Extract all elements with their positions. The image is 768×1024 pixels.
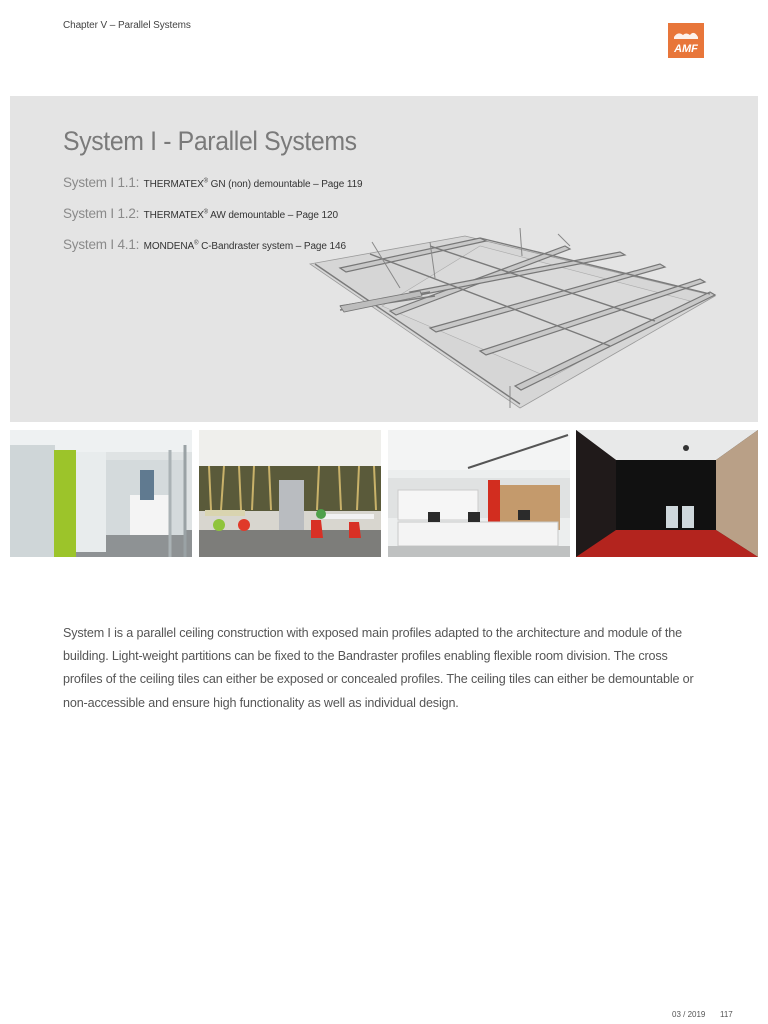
page-number: 117 <box>720 1010 733 1019</box>
body-paragraph: System I is a parallel ceiling construction with exposed main profiles adapted to the architecture and module of the building. Light-weight partitions can be fixed to the Bandraster profiles enabling flexible room division. The cross profiles of the ceiling tiles can either be exposed or concealed profiles. The ceiling tiles can either be demountable or non-accessible and ensure high functionality as well as individual design. <box>63 626 694 710</box>
system-item <box>63 174 363 192</box>
amf-logo <box>668 23 704 58</box>
chapter-title: Chapter V – Parallel Systems <box>63 20 191 31</box>
system-item <box>63 205 338 223</box>
system-key: System I 4.1: <box>63 237 140 252</box>
system-item <box>63 236 346 254</box>
hero-title: System I - Parallel Systems <box>63 126 357 156</box>
svg-text:AMF: AMF <box>674 43 698 55</box>
photo-reception <box>388 430 570 557</box>
photo-cafeteria <box>199 430 381 557</box>
system-desc: MONDENA® C-Bandraster system – Page 146 <box>143 240 346 252</box>
photo-office-corridor <box>10 430 192 557</box>
photo-corridor <box>576 430 758 557</box>
system-key: System I 1.2: <box>63 206 140 221</box>
system-key: System I 1.1: <box>63 175 140 190</box>
system-desc: THERMATEX® GN (non) demountable – Page 119 <box>143 178 363 190</box>
footer-date: 03 / 2019 <box>672 1010 706 1019</box>
system-desc: THERMATEX® AW demountable – Page 120 <box>143 209 338 221</box>
hero-panel <box>10 96 758 422</box>
